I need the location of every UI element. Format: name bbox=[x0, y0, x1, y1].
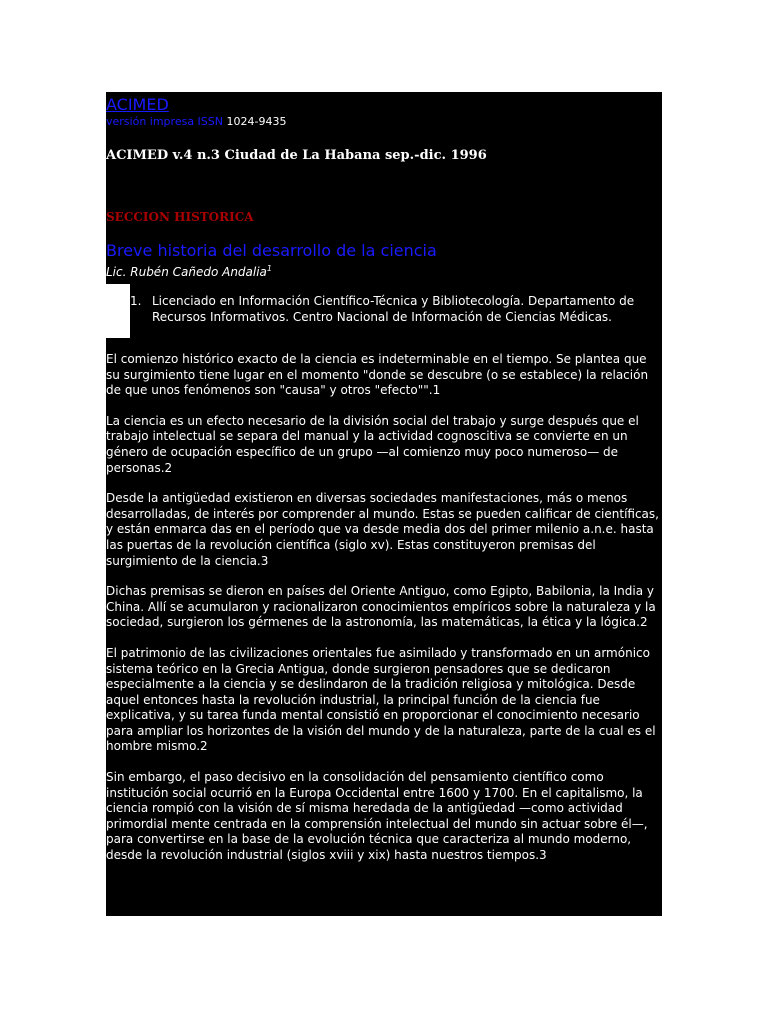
article-title: Breve historia del desarrollo de la ciencia bbox=[106, 241, 437, 260]
author-line bbox=[106, 261, 662, 280]
footnote-text: Licenciado en Información Científico-Técnica y Bibliotecología. Departamento de Recursos Informativos. Centro Nacional de Información de Ciencias Médicas. bbox=[152, 294, 635, 324]
body-paragraph-1: El comienzo histórico exacto de la ciencia es indeterminable en el tiempo. Se plantea que su surgimiento tiene lugar en el momento "donde se descubre (o se establece) la relación de que unos fenómenos son "causa" y otros "efecto"".1 bbox=[106, 352, 649, 398]
body-paragraph-5: El patrimonio de las civilizaciones orientales fue asimilado y transformado en un armónico sistema teórico en la Grecia Antigua, donde surgieron pensadores que se dedicaron especialmente a la ciencia y se deslindaron de la tradición religiosa y mitológica. Desde aquel entonces hasta la revolución industrial, la principal función de la ciencia fue explicativa, y su tarea funda mental consistió en proporcionar el conocimiento necesario para ampliar los horizontes de la visión del mundo y de la naturaleza, parte de la cual es el hombre mismo.2 bbox=[106, 645, 656, 754]
footnote-number: 1. bbox=[130, 294, 142, 308]
author-footnote-marker[interactable]: 1 bbox=[266, 264, 273, 273]
body-paragraph-6: Sin embargo, el paso decisivo en la consolidación del pensamiento científico como institución social ocurrió en la Europa Occidental entre 1600 y 1700. En el capitalismo, la ciencia rompió con la visión de sí misma heredada de la antigüedad —como actividad primordial mente centrada en la comprensión intelectual del mundo sin actuar sobre él—, para convertirse en la base de la evolución técnica que caracteriza al mundo moderno, desde la revolución industrial (siglos xviii y xix) hasta nuestros tiempos.3 bbox=[106, 770, 648, 863]
footnote-list bbox=[106, 289, 662, 337]
document-page bbox=[106, 92, 662, 916]
journal-title-link[interactable]: ACIMED bbox=[106, 95, 169, 114]
author-name: Lic. Rubén Cañedo Andalia bbox=[106, 265, 267, 279]
body-paragraph-3: Desde la antigüedad existieron en diversas sociedades manifestaciones, más o menos desarrolladas, de interés por comprender al mundo. Estas se pueden calificar de científicas, y están enmarca das en el período que va desde media dos del primer milenio a.n.e. hasta las puertas de la revolución científica (siglo xv). Estas constituyeron premisas del surgimiento de la ciencia.3 bbox=[106, 491, 659, 568]
body-paragraph-4: Dichas premisas se dieron en países del Oriente Antiguo, como Egipto, Babilonia, la India y China. Allí se acumularon y racionalizaron conocimientos empíricos sobre la naturaleza y la sociedad, surgieron los gérmenes de la astronomía, las matemáticas, la ética y la lógica.2 bbox=[106, 584, 656, 630]
section-label: SECCION HISTORICA bbox=[106, 210, 254, 224]
issue-line: ACIMED v.4 n.3 Ciudad de La Habana sep.-dic. 1996 bbox=[106, 148, 487, 163]
body-paragraph-2: La ciencia es un efecto necesario de la división social del trabajo y surge después que el trabajo intelectual se separa del manual y la actividad cognoscitiva se convierte en un género de ocupación específico de un grupo —al comienzo muy poco numeroso— de personas.2 bbox=[106, 413, 639, 475]
white-block bbox=[106, 284, 130, 338]
issn-number: 1024-9435 bbox=[226, 115, 287, 128]
issn-line bbox=[106, 115, 662, 129]
issn-label: versión impresa ISSN bbox=[106, 115, 223, 128]
